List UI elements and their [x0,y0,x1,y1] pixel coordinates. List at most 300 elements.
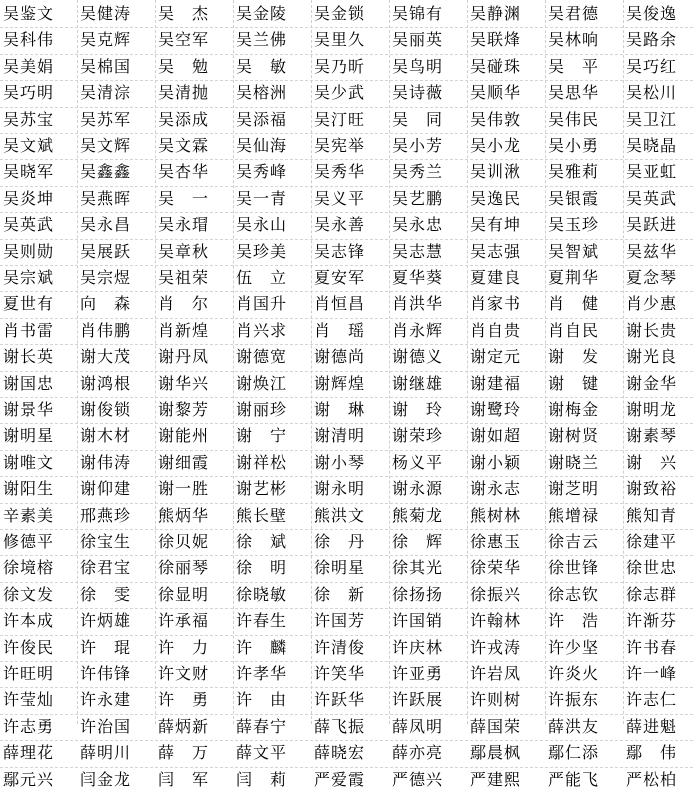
name-cell: 熊树林 [470,505,522,525]
name-row [0,529,693,555]
name-row [0,450,693,476]
name-cell: 吴苏军 [80,109,132,129]
name-cell: 许笑华 [314,664,366,683]
name-cell: 向 森 [80,294,132,314]
name-cell: 许跃华 [314,690,366,710]
name-cell: 谢华兴 [158,373,210,393]
name-cell: 谢定元 [470,347,522,367]
name-cell: 许一峰 [626,664,678,683]
name-cell: 许振东 [548,690,600,710]
name-cell: 许 浩 [548,611,600,631]
name-cell: 薛凤明 [392,716,444,736]
name-cell: 薛进魁 [626,716,678,736]
name-cell: 谢 琳 [314,400,366,419]
name-cell: 吴兹华 [626,241,678,261]
name-cell: 薛炳新 [158,716,210,736]
name-row [0,186,693,212]
name-cell: 谢荣珍 [392,426,444,446]
name-cell: 谢 宁 [236,426,288,446]
column-divider [311,0,312,724]
row-divider [0,740,693,741]
name-cell: 吴空军 [158,30,210,50]
row-divider [0,476,693,477]
row-divider [0,397,693,398]
column-divider [389,0,390,724]
name-cell: 闫 莉 [236,769,288,789]
name-cell: 许跃展 [392,690,444,710]
name-cell: 谢德尚 [314,347,366,367]
name-cell: 吴祖荣 [158,268,210,287]
name-row [0,767,693,793]
column-divider [155,0,156,724]
name-cell: 薛飞振 [314,716,366,736]
name-row [0,27,693,53]
name-cell: 徐文发 [3,584,55,604]
name-cell: 许渐芬 [626,611,678,631]
name-cell: 熊炳华 [158,505,210,525]
name-cell: 谢大茂 [80,347,132,367]
name-cell: 吴兰佛 [236,30,288,50]
name-cell: 许志仁 [626,690,678,710]
name-cell: 吴秀峰 [236,162,288,182]
name-cell: 吴思华 [548,83,600,103]
name-cell: 谢艺彬 [236,479,288,499]
name-cell: 肖伟鹏 [80,320,132,340]
name-cell: 吴雅莉 [548,162,600,182]
name-cell: 吴 同 [392,109,444,129]
name-cell: 吴亚虹 [626,162,678,182]
name-cell: 许国销 [392,611,444,631]
name-cell: 肖家书 [470,294,522,314]
name-cell: 吴跃进 [626,215,678,235]
name-cell: 谢芝明 [548,479,600,499]
name-cell: 徐君宝 [80,558,132,578]
name-cell: 谢继雄 [392,373,444,393]
name-cell: 肖国升 [236,294,288,314]
name-row [0,503,693,529]
name-cell: 谢丽珍 [236,400,288,419]
name-cell: 吴英武 [626,188,678,208]
name-cell: 吴永忠 [392,215,444,235]
row-divider [0,318,693,319]
name-cell: 许庆林 [392,637,444,657]
name-cell: 鄢晨枫 [470,743,522,763]
name-cell: 徐晓敏 [236,584,288,604]
name-cell: 谢黎芳 [158,400,210,419]
name-cell: 吴鸟明 [392,56,444,76]
name-cell: 闫 军 [158,769,210,789]
name-cell: 吴仙海 [236,136,288,155]
name-cell: 许伟锋 [80,664,132,683]
name-cell: 谢清明 [314,426,366,446]
name-cell: 肖自贵 [470,320,522,340]
row-divider [0,54,693,55]
name-row [0,476,693,502]
name-cell: 谢 玲 [392,400,444,419]
name-row [0,265,693,291]
name-cell: 吴卫江 [626,109,678,129]
name-cell: 吴小龙 [470,136,522,155]
name-cell: 许文财 [158,664,210,683]
name-cell: 吴文斌 [3,136,55,155]
name-cell: 吴文霖 [158,136,210,155]
name-cell: 谢 兴 [626,452,678,472]
name-cell: 薛洪友 [548,716,600,736]
name-cell: 谢长贵 [626,320,678,340]
name-cell: 吴志慧 [392,241,444,261]
name-cell: 吴健涛 [80,4,132,23]
row-divider [0,687,693,688]
name-cell: 辛素美 [3,505,55,525]
name-cell: 熊增禄 [548,505,600,525]
name-cell: 薛理花 [3,743,55,763]
row-divider [0,714,693,715]
name-cell: 徐显明 [158,584,210,604]
name-cell: 吴一青 [236,188,288,208]
name-cell: 严松柏 [626,769,678,789]
row-divider [0,27,693,28]
column-divider [623,0,624,724]
row-divider [0,239,693,240]
name-cell: 吴永善 [314,215,366,235]
name-cell: 许 力 [158,637,210,657]
name-cell: 吴炎坤 [3,188,55,208]
name-cell: 吴乃昕 [314,56,366,76]
row-divider [0,159,693,160]
row-divider [0,80,693,81]
name-cell: 吴 杰 [158,4,210,23]
name-cell: 吴文辉 [80,136,132,155]
name-row [0,133,693,159]
name-cell: 徐建平 [626,532,678,551]
name-cell: 熊菊龙 [392,505,444,525]
name-cell: 薛春宁 [236,716,288,736]
row-divider [0,133,693,134]
name-cell: 谢能州 [158,426,210,446]
name-cell: 徐 斌 [236,532,288,551]
name-cell: 许 麟 [236,637,288,657]
name-cell: 薛 万 [158,743,210,763]
name-cell: 徐荣华 [470,558,522,578]
name-cell: 吴永山 [236,215,288,235]
name-cell: 吴巧红 [626,56,678,76]
name-cell: 徐 新 [314,584,366,604]
name-cell: 许旺明 [3,664,55,683]
name-row [0,608,693,634]
name-cell: 徐志群 [626,584,678,604]
name-cell: 徐振兴 [470,584,522,604]
name-cell: 吴诗薇 [392,83,444,103]
name-cell: 许翰林 [470,611,522,631]
name-cell: 谢德宽 [236,347,288,367]
name-cell: 徐 丹 [314,532,366,551]
name-cell: 许 琨 [80,637,132,657]
name-row [0,555,693,581]
name-cell: 夏荆华 [548,268,600,287]
name-cell: 薛亦亮 [392,743,444,763]
name-row [0,54,693,80]
name-cell: 许莹灿 [3,690,55,710]
name-cell: 谢 发 [548,347,600,367]
name-cell: 熊洪文 [314,505,366,525]
name-cell: 徐世锋 [548,558,600,578]
name-cell: 吴秀兰 [392,162,444,182]
name-cell: 肖 瑶 [314,320,366,340]
name-cell: 吴里久 [314,30,366,50]
name-row [0,291,693,317]
name-row [0,239,693,265]
name-cell: 肖永辉 [392,320,444,340]
name-cell: 许本成 [3,611,55,631]
name-cell: 肖 尔 [158,294,210,314]
name-cell: 吴静渊 [470,4,522,23]
name-cell: 徐 雯 [80,584,132,604]
name-cell: 吴永昌 [80,215,132,235]
row-divider [0,555,693,556]
name-cell: 吴宗斌 [3,268,55,287]
name-cell: 吴鑫鑫 [80,162,132,182]
name-cell: 谢晓兰 [548,452,600,472]
name-cell: 吴晓晶 [626,136,678,155]
name-cell: 吴展跃 [80,241,132,261]
name-cell: 吴少武 [314,83,366,103]
name-cell: 吴章秋 [158,241,210,261]
name-cell: 谢阳生 [3,479,55,499]
name-cell: 吴有坤 [470,215,522,235]
name-cell: 谢 键 [548,373,600,393]
name-cell: 吴顺华 [470,83,522,103]
name-cell: 闫金龙 [80,769,132,789]
name-cell: 吴鉴文 [3,4,55,23]
name-cell: 谢永志 [470,479,522,499]
name-cell: 谢建福 [470,373,522,393]
name-cell: 吴清抛 [158,83,210,103]
name-row [0,371,693,397]
name-row [0,159,693,185]
name-cell: 谢鹭玲 [470,400,522,419]
name-cell: 薛明川 [80,743,132,763]
name-cell: 夏建良 [470,268,522,287]
name-cell: 夏安军 [314,268,366,287]
name-row [0,212,693,238]
row-divider [0,503,693,504]
name-cell: 谢永源 [392,479,444,499]
name-cell: 徐志钦 [548,584,600,604]
row-divider [0,608,693,609]
row-divider [0,371,693,372]
name-cell: 吴美娟 [3,56,55,76]
name-cell: 谢小颖 [470,452,522,472]
name-cell: 鄢仁添 [548,743,600,763]
name-cell: 吴巧明 [3,83,55,103]
name-cell: 谢鸿根 [80,373,132,393]
name-cell: 吴棉国 [80,56,132,76]
name-cell: 吴逸民 [470,188,522,208]
name-cell: 夏世有 [3,294,55,314]
row-divider [0,291,693,292]
name-cell: 许志勇 [3,716,55,736]
name-cell: 许孝华 [236,664,288,683]
name-row [0,582,693,608]
name-cell: 谢木材 [80,426,132,446]
name-cell: 鄢元兴 [3,769,55,789]
row-divider [0,107,693,108]
name-cell: 谢金华 [626,373,678,393]
name-cell: 徐世忠 [626,558,678,578]
name-cell: 吴小芳 [392,136,444,155]
name-cell: 许永建 [80,690,132,710]
name-cell: 吴林响 [548,30,600,50]
name-cell: 吴添福 [236,109,288,129]
name-cell: 许俊民 [3,637,55,657]
row-divider [0,635,693,636]
name-cell: 许 由 [236,690,288,710]
name-cell: 谢辉煌 [314,373,366,393]
name-cell: 肖兴求 [236,320,288,340]
name-row [0,423,693,449]
name-cell: 吴苏宝 [3,109,55,129]
name-cell: 吴珍美 [236,241,288,261]
name-cell: 邢燕珍 [80,505,132,525]
name-cell: 许 勇 [158,690,210,710]
name-cell: 吴杏华 [158,162,210,182]
name-cell: 吴伟敦 [470,109,522,129]
name-cell: 吴训湫 [470,162,522,182]
name-cell: 吴小勇 [548,136,600,155]
name-cell: 谢如超 [470,426,522,446]
name-cell: 肖书雷 [3,320,55,340]
name-cell: 吴 敏 [236,56,288,76]
name-cell: 谢长英 [3,347,55,367]
row-divider [0,212,693,213]
row-divider [0,582,693,583]
name-cell: 肖新煌 [158,320,210,340]
name-cell: 严爱霞 [314,769,366,789]
name-cell: 徐吉云 [548,532,600,551]
name-cell: 吴秀华 [314,162,366,182]
column-divider [233,0,234,724]
name-cell: 吴榕洲 [236,83,288,103]
name-cell: 吴伟民 [548,109,600,129]
name-cell: 吴英武 [3,215,55,235]
name-cell: 吴金陵 [236,4,288,23]
name-cell: 吴金锁 [314,4,366,23]
name-cell: 吴科伟 [3,30,55,50]
name-cell: 杨义平 [392,452,444,472]
name-cell: 徐境榕 [3,558,55,578]
name-cell: 严德兴 [392,769,444,789]
name-cell: 吴丽英 [392,30,444,50]
name-cell: 吴志锋 [314,241,366,261]
name-cell: 肖洪华 [392,294,444,314]
name-cell: 许承福 [158,611,210,631]
name-cell: 吴智斌 [548,241,600,261]
name-cell: 谢梅金 [548,400,600,419]
name-cell: 谢明龙 [626,400,678,419]
name-cell: 徐其光 [392,558,444,578]
name-cell: 吴则勋 [3,241,55,261]
name-cell: 吴俊逸 [626,4,678,23]
name-row [0,318,693,344]
name-cell: 许春生 [236,611,288,631]
name-cell: 徐明星 [314,558,366,578]
name-cell: 徐贝妮 [158,532,210,551]
row-divider [0,186,693,187]
name-cell: 吴君德 [548,4,600,23]
name-cell: 夏华葵 [392,268,444,287]
name-cell: 许国芳 [314,611,366,631]
name-cell: 谢小琴 [314,452,366,472]
name-row [0,1,693,27]
name-cell: 谢唯文 [3,452,55,472]
name-cell: 薛国荣 [470,716,522,736]
name-cell: 熊长壁 [236,505,288,525]
name-cell: 谢光良 [626,347,678,367]
name-cell: 许炎火 [548,664,600,683]
name-cell: 肖 健 [548,294,600,314]
name-cell: 徐惠玉 [470,532,522,551]
row-divider [0,661,693,662]
name-cell: 谢永明 [314,479,366,499]
name-cell: 鄢 伟 [626,743,678,763]
name-row [0,714,693,740]
name-row [0,80,693,106]
name-cell: 吴艺鹏 [392,188,444,208]
name-row [0,397,693,423]
column-divider [545,0,546,724]
name-cell: 吴燕晖 [80,188,132,208]
name-cell: 谢素琴 [626,426,678,446]
name-row [0,687,693,713]
row-divider [0,423,693,424]
name-cell: 吴碰珠 [470,56,522,76]
name-cell: 许治国 [80,716,132,736]
name-cell: 吴晓军 [3,162,55,182]
name-cell: 吴 勉 [158,56,210,76]
name-cell: 许岩凤 [470,664,522,683]
name-cell: 谢明星 [3,426,55,446]
row-divider [0,529,693,530]
name-cell: 徐扬扬 [392,584,444,604]
name-cell: 吴宪举 [314,136,366,155]
name-cell: 吴志强 [470,241,522,261]
name-cell: 谢德义 [392,347,444,367]
name-cell: 薛文平 [236,743,288,763]
name-cell: 谢丹凤 [158,347,210,367]
name-cell: 许亚勇 [392,664,444,683]
name-cell: 许清俊 [314,637,366,657]
name-cell: 许少坚 [548,637,600,657]
column-divider [467,0,468,724]
name-row [0,344,693,370]
name-row [0,107,693,133]
name-cell: 谢景华 [3,400,55,419]
name-cell: 吴永瑁 [158,215,210,235]
name-cell: 许书春 [626,637,678,657]
row-divider [0,344,693,345]
name-row [0,661,693,687]
name-cell: 吴清淙 [80,83,132,103]
name-cell: 吴锦有 [392,4,444,23]
name-cell: 徐宝生 [80,532,132,551]
name-cell: 严能飞 [548,769,600,789]
name-row [0,740,693,766]
name-cell: 许则树 [470,690,522,710]
row-divider [0,450,693,451]
name-cell: 吴宗煜 [80,268,132,287]
name-cell: 吴汀旺 [314,109,366,129]
name-cell: 夏念琴 [626,268,678,287]
